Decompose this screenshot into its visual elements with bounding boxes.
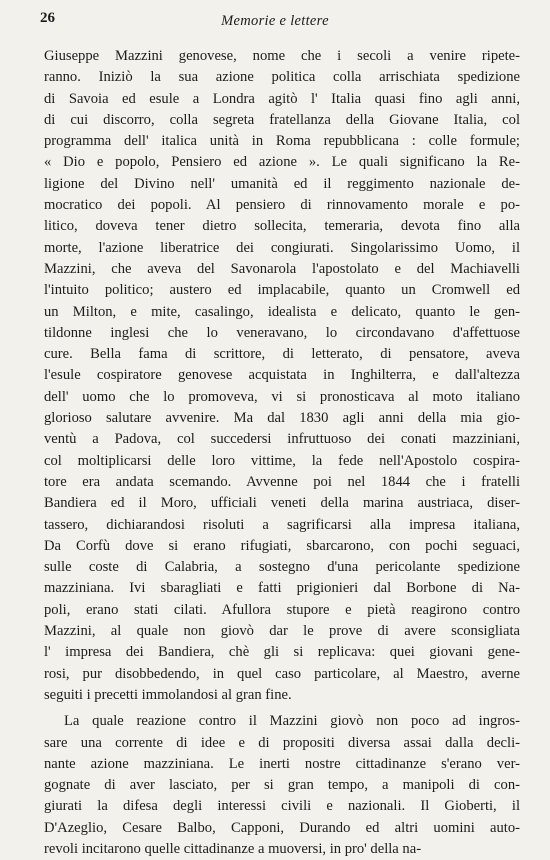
text-line: glorioso salutare avvenire. Ma dal 1830 agli anni della mia gio- <box>44 410 520 427</box>
text-line: tildonne inglesi che lo veneravano, lo circondavano d'affettuose <box>44 324 520 341</box>
text-line: l'intuito politico; austero ed implacabile, quanto un Cromwell ed <box>44 282 520 299</box>
text-line: Mazzini, al quale non giovò dar le prove di avere sconsigliata <box>44 623 520 640</box>
text-line: « Dio e popolo, Pensiero ed azione ». Le quali significano la Re- <box>44 154 520 171</box>
text-line: La quale reazione contro il Mazzini giovò non poco ad ingros- <box>64 713 520 730</box>
text-line: sare una corrente di idee e di propositi diversa assai dalla decli- <box>44 734 520 751</box>
body-text <box>44 46 520 860</box>
text-line: un Milton, e mite, casalingo, idealista e delicato, quanto le gen- <box>44 303 520 320</box>
text-line: l'esule cospiratore genovese acquistata in Inghilterra, e dall'altezza <box>44 367 520 384</box>
page-number: 26 <box>40 10 55 26</box>
text-line: ranno. Iniziò la sua azione politica colla arrischiata spedizione <box>44 69 520 86</box>
text-line: dell' uomo che lo promoveva, vi si pronosticava al moto italiano <box>44 388 520 405</box>
text-line: rosi, pur disobbedendo, in quel caso particolare, al Maestro, averne <box>44 665 520 682</box>
text-line: mocratico dei popoli. Al pensiero di rinnovamento morale e po- <box>44 197 520 214</box>
text-line: D'Azeglio, Cesare Balbo, Capponi, Durando ed altri uomini auto- <box>44 819 520 836</box>
text-line: cure. Bella fama di scrittore, di letterato, di pensatore, aveva <box>44 346 520 363</box>
text-line: sulle coste di Calabria, a sostegno d'una pericolante spedizione <box>44 559 520 576</box>
text-line: Da Corfù dove si erano rifugiati, sbarcarono, con pochi seguaci, <box>44 537 520 554</box>
text-line: Bandiera ed il Moro, ufficiali veneti della marina austriaca, diser- <box>44 495 520 512</box>
text-line: tore era andata scemando. Avvenne poi nel 1844 che i fratelli <box>44 473 520 490</box>
text-line: litico, doveva tener dietro sollecita, temeraria, devota fino alla <box>44 218 520 235</box>
text-line: di Savoia ed esule a Londra agitò l' Italia quasi fino agli anni, <box>44 90 520 107</box>
text-line: Mazzini, che aveva del Savonarola l'apostolato e del Machiavelli <box>44 260 520 277</box>
running-header <box>40 10 520 32</box>
text-line: gognate di aver lasciato, per si gran tempo, a manipoli di con- <box>44 777 520 794</box>
text-line: ligione del Divino nell' umanità ed il reggimento nazionale de- <box>44 175 520 192</box>
paragraph <box>44 711 520 860</box>
text-line: morte, l'azione liberatrice dei congiurati. Singolarissimo Uomo, il <box>44 239 520 256</box>
text-line: programma dell' italica unità in Roma repubblicana : colle formule; <box>44 133 520 150</box>
text-line: l' impresa dei Bandiera, chè gli si replicava: quei giovani gene- <box>44 644 520 661</box>
text-line: Giuseppe Mazzini genovese, nome che i secoli a venire ripete- <box>44 48 520 64</box>
text-line: revoli incitarono quelle cittadinanze a muoversi, in pro' della na- <box>44 840 422 857</box>
text-line: di cui discorro, colla segreta fratellanza della Giovane Italia, col <box>44 111 520 128</box>
text-line: seguiti i precetti immolandosi al gran fine. <box>44 686 292 703</box>
text-line: mazziniana. Ivi sbaragliati e fatti prigionieri dal Borbone di Na- <box>44 580 520 597</box>
text-line: col moltiplicarsi delle loro vittime, la fede nell'Apostolo cospira- <box>44 452 520 469</box>
text-line: ventù a Padova, col succedersi infruttuoso dei conati mazziniani, <box>44 431 520 448</box>
text-line: poli, erano stati cilati. Afullora stupore e pietà reagirono contro <box>44 601 520 618</box>
text-line: giurati la difesa degli interessi civili e nazionali. Il Gioberti, il <box>44 798 520 815</box>
running-title: Memorie e lettere <box>221 13 329 29</box>
paragraph <box>44 46 520 706</box>
text-line: tassero, dichiarandosi risoluti a sagrificarsi alla impresa italiana, <box>44 516 520 533</box>
text-line: nante azione mazziniana. Le inerti nostre cittadinanze s'erano ver- <box>44 755 520 772</box>
